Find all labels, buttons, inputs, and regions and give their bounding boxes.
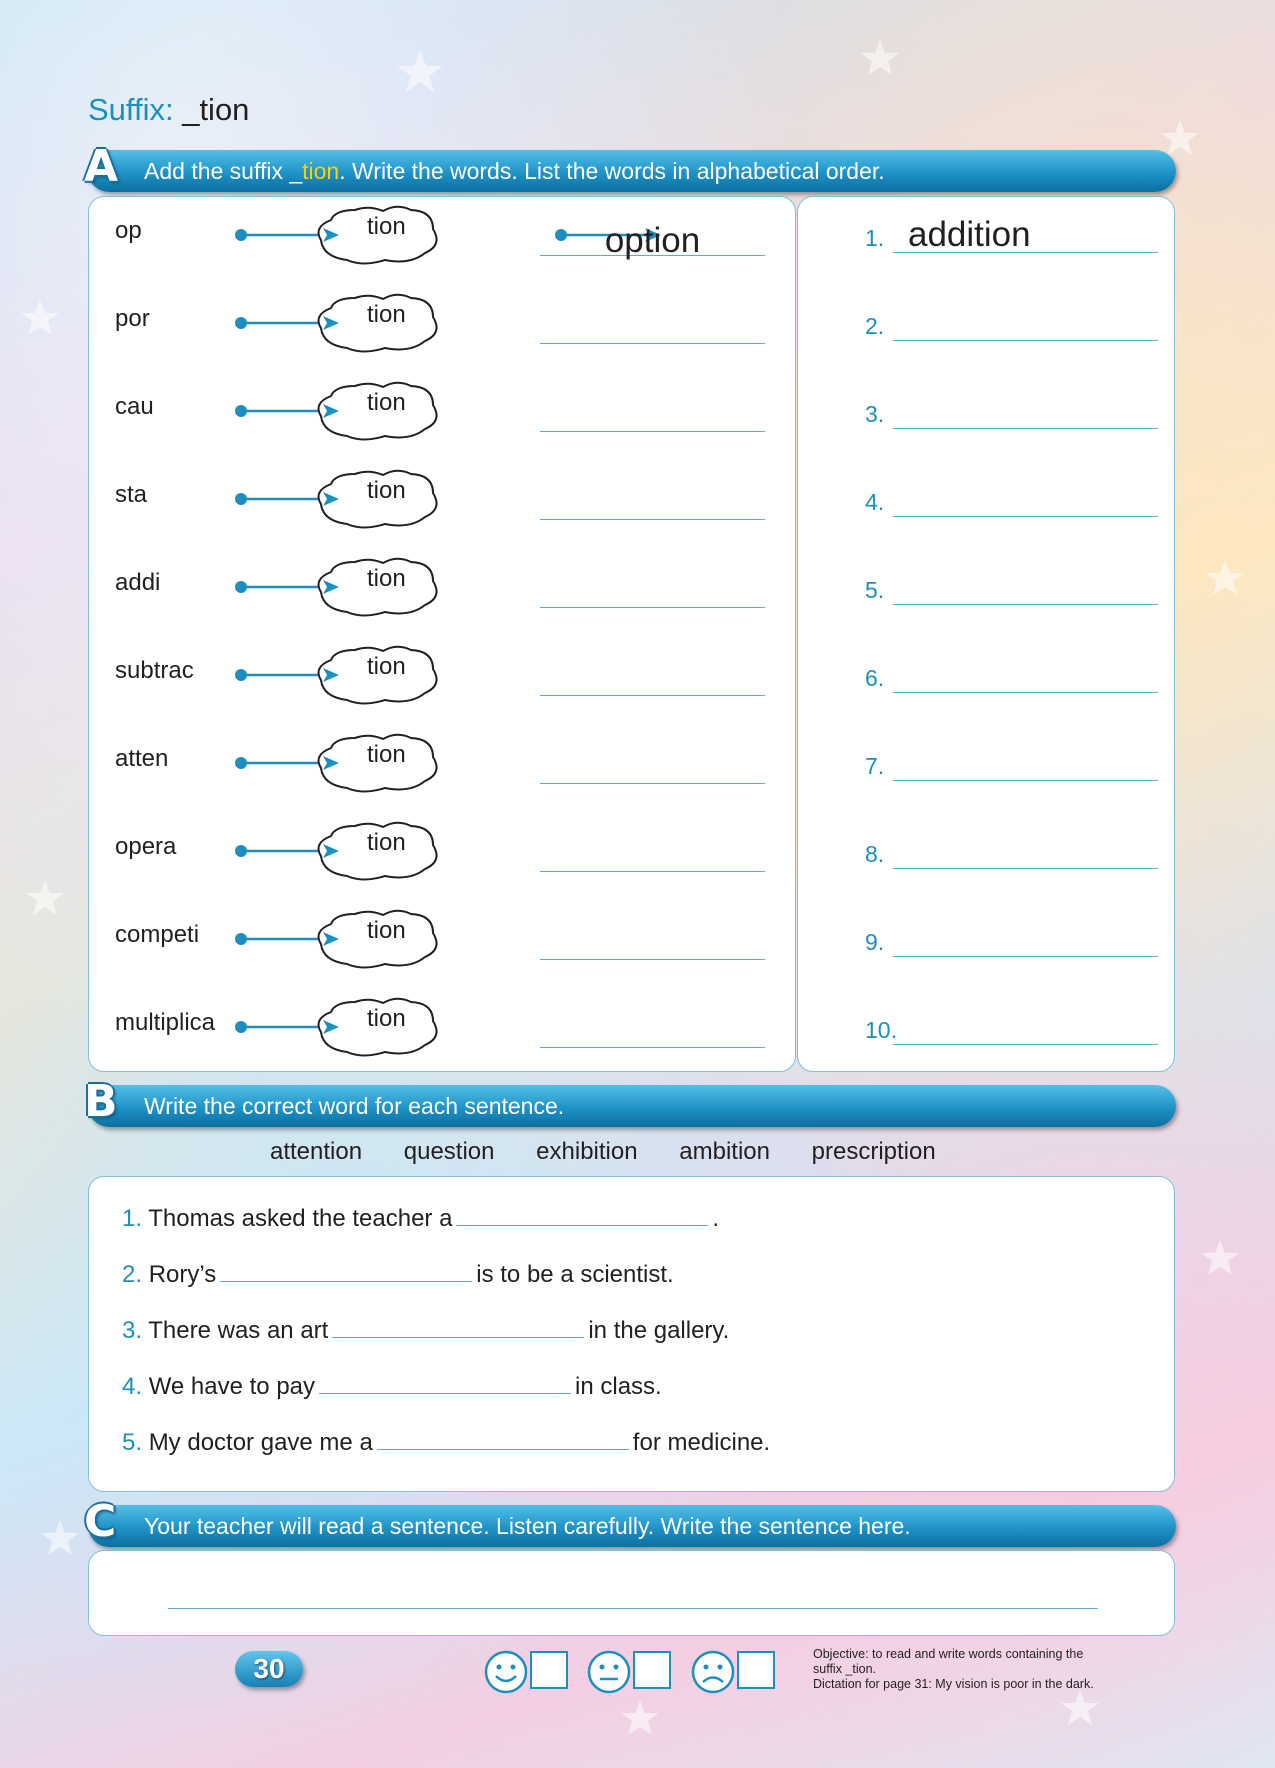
suffix-bubble: tion xyxy=(367,301,406,328)
suffix-bubble: tion xyxy=(367,653,406,680)
list-answer-line[interactable] xyxy=(893,516,1158,517)
word-root: addi xyxy=(115,569,161,596)
list-number: 10. xyxy=(865,1017,897,1043)
list-row xyxy=(865,391,1165,435)
suffix-bubble: tion xyxy=(367,917,406,944)
sad-checkbox[interactable] xyxy=(737,1651,775,1689)
objective-note xyxy=(813,1647,1123,1692)
sentence-row xyxy=(122,1261,674,1289)
word-row xyxy=(115,909,775,969)
section-b-badge: B xyxy=(84,1076,118,1127)
sentence-blank[interactable] xyxy=(319,1375,571,1394)
word-root: por xyxy=(115,305,150,332)
sentence-number: 5. xyxy=(122,1429,143,1456)
page-number: 30 xyxy=(235,1651,303,1687)
section-c-header xyxy=(84,1496,1176,1547)
word-row xyxy=(115,205,775,265)
dictation-answer-line[interactable] xyxy=(168,1608,1098,1609)
list-row xyxy=(865,303,1165,347)
list-number: 1. xyxy=(865,225,885,251)
list-row xyxy=(865,479,1165,523)
suffix-bubble: tion xyxy=(367,389,406,416)
answer-line[interactable] xyxy=(540,671,765,696)
answer-line[interactable] xyxy=(540,495,765,520)
word-root: competi xyxy=(115,921,200,948)
suffix-bubble: tion xyxy=(367,213,406,240)
list-answer-line[interactable] xyxy=(893,604,1158,605)
sentence-blank[interactable] xyxy=(456,1207,708,1226)
word-root: opera xyxy=(115,833,177,860)
list-answer-line[interactable] xyxy=(893,340,1158,341)
list-answer-line[interactable] xyxy=(893,1044,1158,1045)
happy-face-icon xyxy=(483,1649,529,1695)
answer-line[interactable] xyxy=(540,407,765,432)
list-answer-line[interactable] xyxy=(893,692,1158,693)
sentence-after: is to be a scientist. xyxy=(476,1261,674,1288)
sentence-row xyxy=(122,1373,662,1401)
word-row xyxy=(115,997,775,1057)
answer-line[interactable] xyxy=(540,1023,765,1048)
objective-line-1: Objective: to read and write words containing the xyxy=(813,1647,1084,1661)
word-bank-item: prescription xyxy=(811,1138,936,1165)
list-row xyxy=(865,743,1165,787)
sentence-row xyxy=(122,1205,719,1233)
suffix-bubble: tion xyxy=(367,477,406,504)
section-a-instruction: Add the suffix _tion. Write the words. List the words in alphabetical order. xyxy=(144,158,885,184)
answer-text: option xyxy=(604,221,701,260)
list-answer-text: addition xyxy=(908,215,1031,254)
word-row xyxy=(115,821,775,881)
happy-checkbox[interactable] xyxy=(530,1651,568,1689)
list-number: 5. xyxy=(865,577,885,603)
list-number: 7. xyxy=(865,753,885,779)
list-number: 2. xyxy=(865,313,885,339)
sentence-before: My doctor gave me a xyxy=(148,1429,373,1456)
word-root: multiplica xyxy=(115,1009,216,1036)
word-row xyxy=(115,381,775,441)
list-row xyxy=(865,655,1165,699)
sentence-after: in the gallery. xyxy=(588,1317,730,1344)
list-row xyxy=(865,215,1165,259)
section-b-header xyxy=(84,1076,1176,1127)
section-b-instruction: Write the correct word for each sentence. xyxy=(144,1093,565,1119)
list-number: 9. xyxy=(865,929,885,955)
sentence-row xyxy=(122,1429,770,1457)
section-a-header xyxy=(84,141,1176,192)
sentence-after: . xyxy=(712,1205,720,1232)
answer-line[interactable] xyxy=(540,759,765,784)
dictation-note: Dictation for page 31: My vision is poor in the dark. xyxy=(813,1677,1094,1691)
answer-line[interactable] xyxy=(540,935,765,960)
word-row xyxy=(115,293,775,353)
section-c-instruction: Your teacher will read a sentence. Listen carefully. Write the sentence here. xyxy=(144,1513,911,1539)
word-bank-item: exhibition xyxy=(536,1138,638,1165)
list-number: 4. xyxy=(865,489,885,515)
sentence-row xyxy=(122,1317,729,1345)
section-a-badge: A xyxy=(84,141,119,192)
sentence-blank[interactable] xyxy=(220,1263,472,1282)
sentence-blank[interactable] xyxy=(377,1431,629,1450)
word-row xyxy=(115,733,775,793)
list-answer-line[interactable] xyxy=(893,428,1158,429)
list-row xyxy=(865,567,1165,611)
sentence-after: for medicine. xyxy=(632,1429,771,1456)
sentence-before: Rory’s xyxy=(148,1261,217,1288)
list-answer-line[interactable] xyxy=(893,780,1158,781)
sad-face-icon xyxy=(690,1649,736,1695)
list-number: 8. xyxy=(865,841,885,867)
page-title: Suffix: _tion xyxy=(88,92,250,127)
suffix-bubble: tion xyxy=(367,565,406,592)
sentence-before: Thomas asked the teacher a xyxy=(148,1205,453,1232)
sentence-number: 3. xyxy=(122,1317,143,1344)
sentence-blank[interactable] xyxy=(332,1319,584,1338)
neutral-face-icon xyxy=(586,1649,632,1695)
word-row xyxy=(115,645,775,705)
word-bank xyxy=(270,1138,971,1166)
sentence-number: 1. xyxy=(122,1205,143,1232)
sentence-after: in class. xyxy=(575,1373,662,1400)
sentence-number: 2. xyxy=(122,1261,143,1288)
word-root: subtrac xyxy=(115,657,194,684)
list-row xyxy=(865,831,1165,875)
list-answer-line[interactable] xyxy=(893,868,1158,869)
list-number: 3. xyxy=(865,401,885,427)
list-number: 6. xyxy=(865,665,885,691)
answer-line[interactable] xyxy=(540,847,765,872)
list-row xyxy=(865,919,1165,963)
sentence-number: 4. xyxy=(122,1373,143,1400)
suffix-bubble: tion xyxy=(367,1005,406,1032)
sentence-before: There was an art xyxy=(148,1317,329,1344)
word-row xyxy=(115,557,775,617)
answer-line[interactable] xyxy=(540,221,765,260)
answer-line[interactable] xyxy=(540,319,765,344)
list-answer-line[interactable] xyxy=(893,956,1158,957)
section-c-panel xyxy=(88,1550,1175,1636)
word-bank-item: question xyxy=(403,1138,495,1165)
answer-line[interactable] xyxy=(540,583,765,608)
sentence-before: We have to pay xyxy=(148,1373,316,1400)
word-root: sta xyxy=(115,481,148,508)
neutral-checkbox[interactable] xyxy=(633,1651,671,1689)
word-bank-item: ambition xyxy=(679,1138,770,1165)
word-root: op xyxy=(115,217,142,244)
word-root: cau xyxy=(115,393,154,420)
suffix-bubble: tion xyxy=(367,829,406,856)
word-root: atten xyxy=(115,745,169,772)
objective-line-2: suffix _tion. xyxy=(813,1662,877,1676)
list-row xyxy=(865,1007,1165,1051)
section-c-badge: C xyxy=(84,1496,117,1547)
word-bank-item: attention xyxy=(270,1138,363,1165)
word-row xyxy=(115,469,775,529)
suffix-bubble: tion xyxy=(367,741,406,768)
